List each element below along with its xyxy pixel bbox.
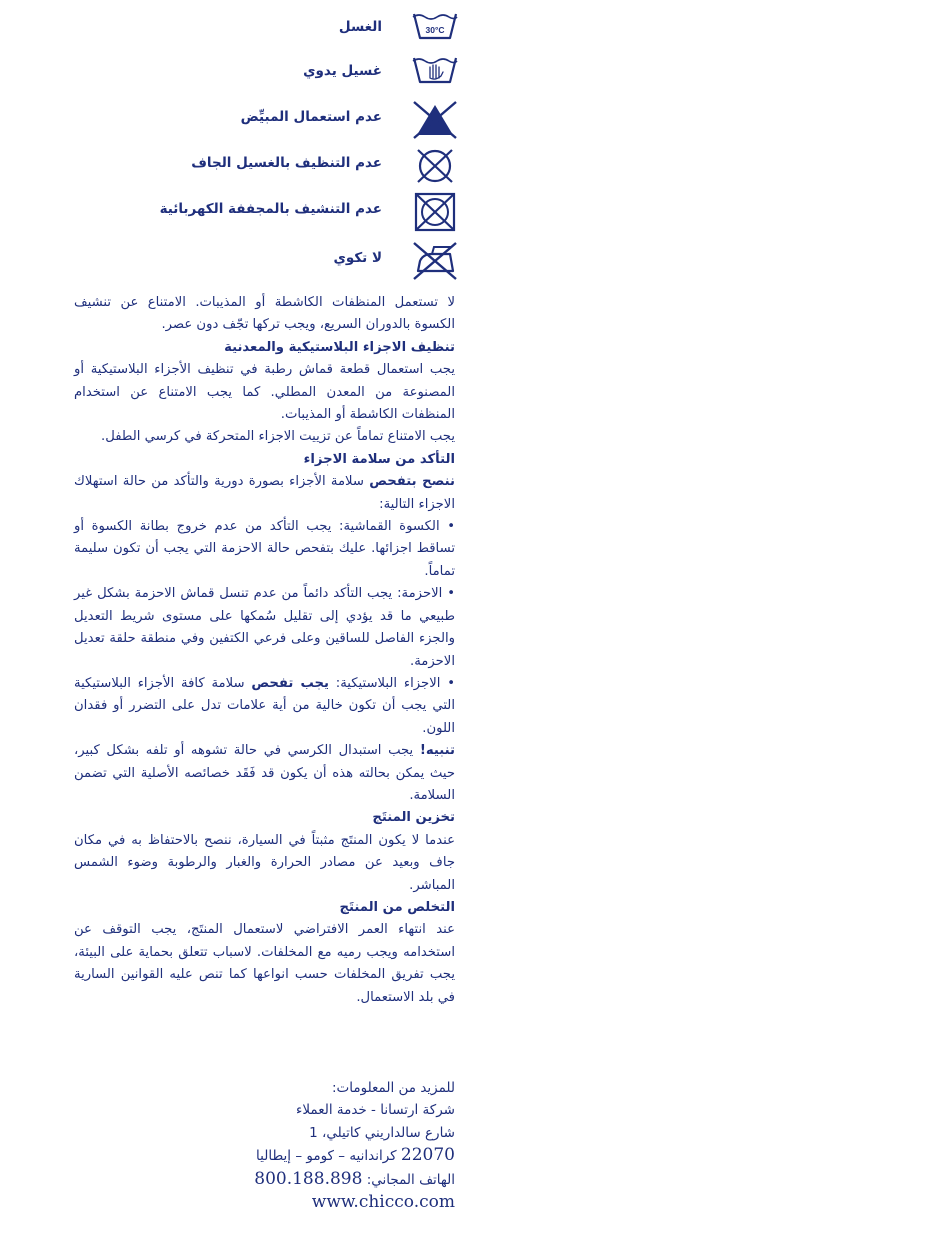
- integrity-intro-bold: ننصح بتفحص: [369, 474, 456, 490]
- contact-phone: 800.188.898: [254, 1168, 363, 1189]
- integrity-plastic-pre: • الاجزاء البلاستيكية:: [328, 675, 455, 691]
- plastic-metal-paragraph-2: يجب الامتناع تماماً عن تزييت الاجزاء المتحركة في كرسي الطفل.: [101, 429, 455, 445]
- wash-30-icon: [410, 10, 460, 50]
- no-bleach-icon: [410, 100, 460, 140]
- care-row-hand-wash: [150, 54, 460, 94]
- care-label-no-tumble-dry: عدم التنشيف بالمجففة الكهربائية: [159, 201, 382, 217]
- contact-city: كراندانيه – كومو – إيطاليا: [256, 1148, 397, 1165]
- section-heading-storage: تخزين المنتَج: [372, 810, 455, 826]
- contact-phone-line: [200, 1168, 455, 1191]
- plastic-metal-paragraph-1: يجب استعمال قطعة قماش رطبة في تنظيف الأجزاء البلاستيكية أو المصنوعة من المعدن المطلي. كما يجب الامتناع عن استخدام المنظفات الكاشطة أو المذيبات.: [74, 362, 455, 423]
- warning-text: يجب استبدال الكرسي في حالة تشوهه أو تلفه بشكل كبير، حيث يمكن بحالته هذه أن يكون قد فَقَد خصائصه الأصلية التي تضمن السلامة.: [74, 743, 455, 803]
- contact-city-line: [200, 1144, 455, 1167]
- integrity-plastic-rest: سلامة كافة الأجزاء البلاستيكية التي يجب أن تكون خالية من أية علامات تدل على التضرر أو فقدان اللون.: [74, 675, 455, 736]
- contact-website[interactable]: www.chicco.com: [311, 1192, 455, 1213]
- no-iron-icon: [410, 241, 460, 281]
- storage-paragraph: عندما لا يكون المنتَج مثبتاً في السيارة، ننصح بالاحتفاظ به في مكان جاف وبعيد عن مصادر الحرارة والغبار والرطوبة وضوء الشمس المباشر.: [74, 832, 455, 893]
- intro-paragraph: لا تستعمل المنظفات الكاشطة أو المذيبات. الامتناع عن تنشيف الكسوة بالدوران السريع، ويجب تركها تجّف دون عصر.: [74, 295, 455, 333]
- care-label-no-bleach: عدم استعمال المبيِّض: [240, 109, 382, 125]
- section-heading-disposal: التخلص من المنتَج: [339, 899, 455, 915]
- care-label-no-dry-clean: عدم التنظيف بالغسيل الجاف: [191, 155, 382, 171]
- contact-intro: للمزيد من المعلومات:: [332, 1080, 455, 1096]
- wash-temperature: 30°C: [425, 25, 445, 35]
- care-label-hand-wash: غسيل يدوي: [303, 63, 382, 79]
- integrity-plastic-item: [74, 673, 455, 740]
- contact-street: شارع سالداريني كاتيلي، 1: [309, 1124, 455, 1141]
- hand-wash-icon: [410, 54, 460, 94]
- section-heading-plastic-metal: تنظيف الاجزاء البلاستيكية والمعدنية: [224, 339, 455, 355]
- integrity-intro: [74, 471, 455, 516]
- warning-paragraph: [74, 740, 455, 807]
- care-row-wash: [150, 10, 460, 50]
- disposal-paragraph: عند انتهاء العمر الافتراضي لاستعمال المنتَج، يجب التوقف عن استخدامه ويجب رميه مع المخلفات. لاسباب تتعلق بحماية على البيئة، يجب تفريق المخلفات حسب انواعها كما تنص عليه القوانين السارية في بلد الاستعمال.: [74, 922, 455, 1005]
- contact-postcode: 22070: [400, 1145, 455, 1166]
- integrity-belts-item: • الاحزمة: يجب التأكد دائماً من عدم تنسل قماش الاحزمة بشكل غير طبيعي ما قد يؤدي إلى تقليل سُمكها على مستوى شريط التعديل والجزء الفاصل للساقين وعلى فرعي الكتفين وفي منطقة حلقة تعديل الاحزمة.: [74, 586, 455, 669]
- integrity-plastic-bold: يجب تفحص: [251, 675, 329, 691]
- contact-phone-label: الهاتف المجاني:: [366, 1171, 455, 1188]
- no-dry-clean-icon: [410, 146, 460, 186]
- no-tumble-dry-icon: [410, 192, 460, 232]
- contact-company: شركة ارتسانا - خدمة العملاء: [295, 1102, 455, 1119]
- care-label-wash: الغسل: [338, 19, 382, 35]
- care-row-no-tumble-dry: [150, 192, 460, 232]
- care-row-no-iron: [150, 241, 460, 281]
- contact-info: [200, 1077, 455, 1214]
- care-row-no-dry-clean: [150, 146, 460, 186]
- care-row-no-bleach: [150, 100, 460, 140]
- care-instructions-text: [74, 292, 455, 1009]
- integrity-intro-rest: سلامة الأجزاء بصورة دورية والتأكد من حالة استهلاك الاجزاء التالية:: [74, 474, 455, 512]
- section-heading-integrity: التأكد من سلامة الاجزاء: [303, 451, 455, 467]
- integrity-fabric-item: • الكسوة القماشية: يجب التأكد من عدم خروج بطانة الكسوة أو تساقط اجزائها. عليك بتفحص حالة الاحزمة التي يجب أن تكون سليمة تماماً.: [74, 519, 455, 579]
- contact-website-line: [200, 1191, 455, 1214]
- warning-label: تنبيه!: [419, 743, 455, 759]
- care-label-no-iron: لا تكوي: [333, 250, 382, 266]
